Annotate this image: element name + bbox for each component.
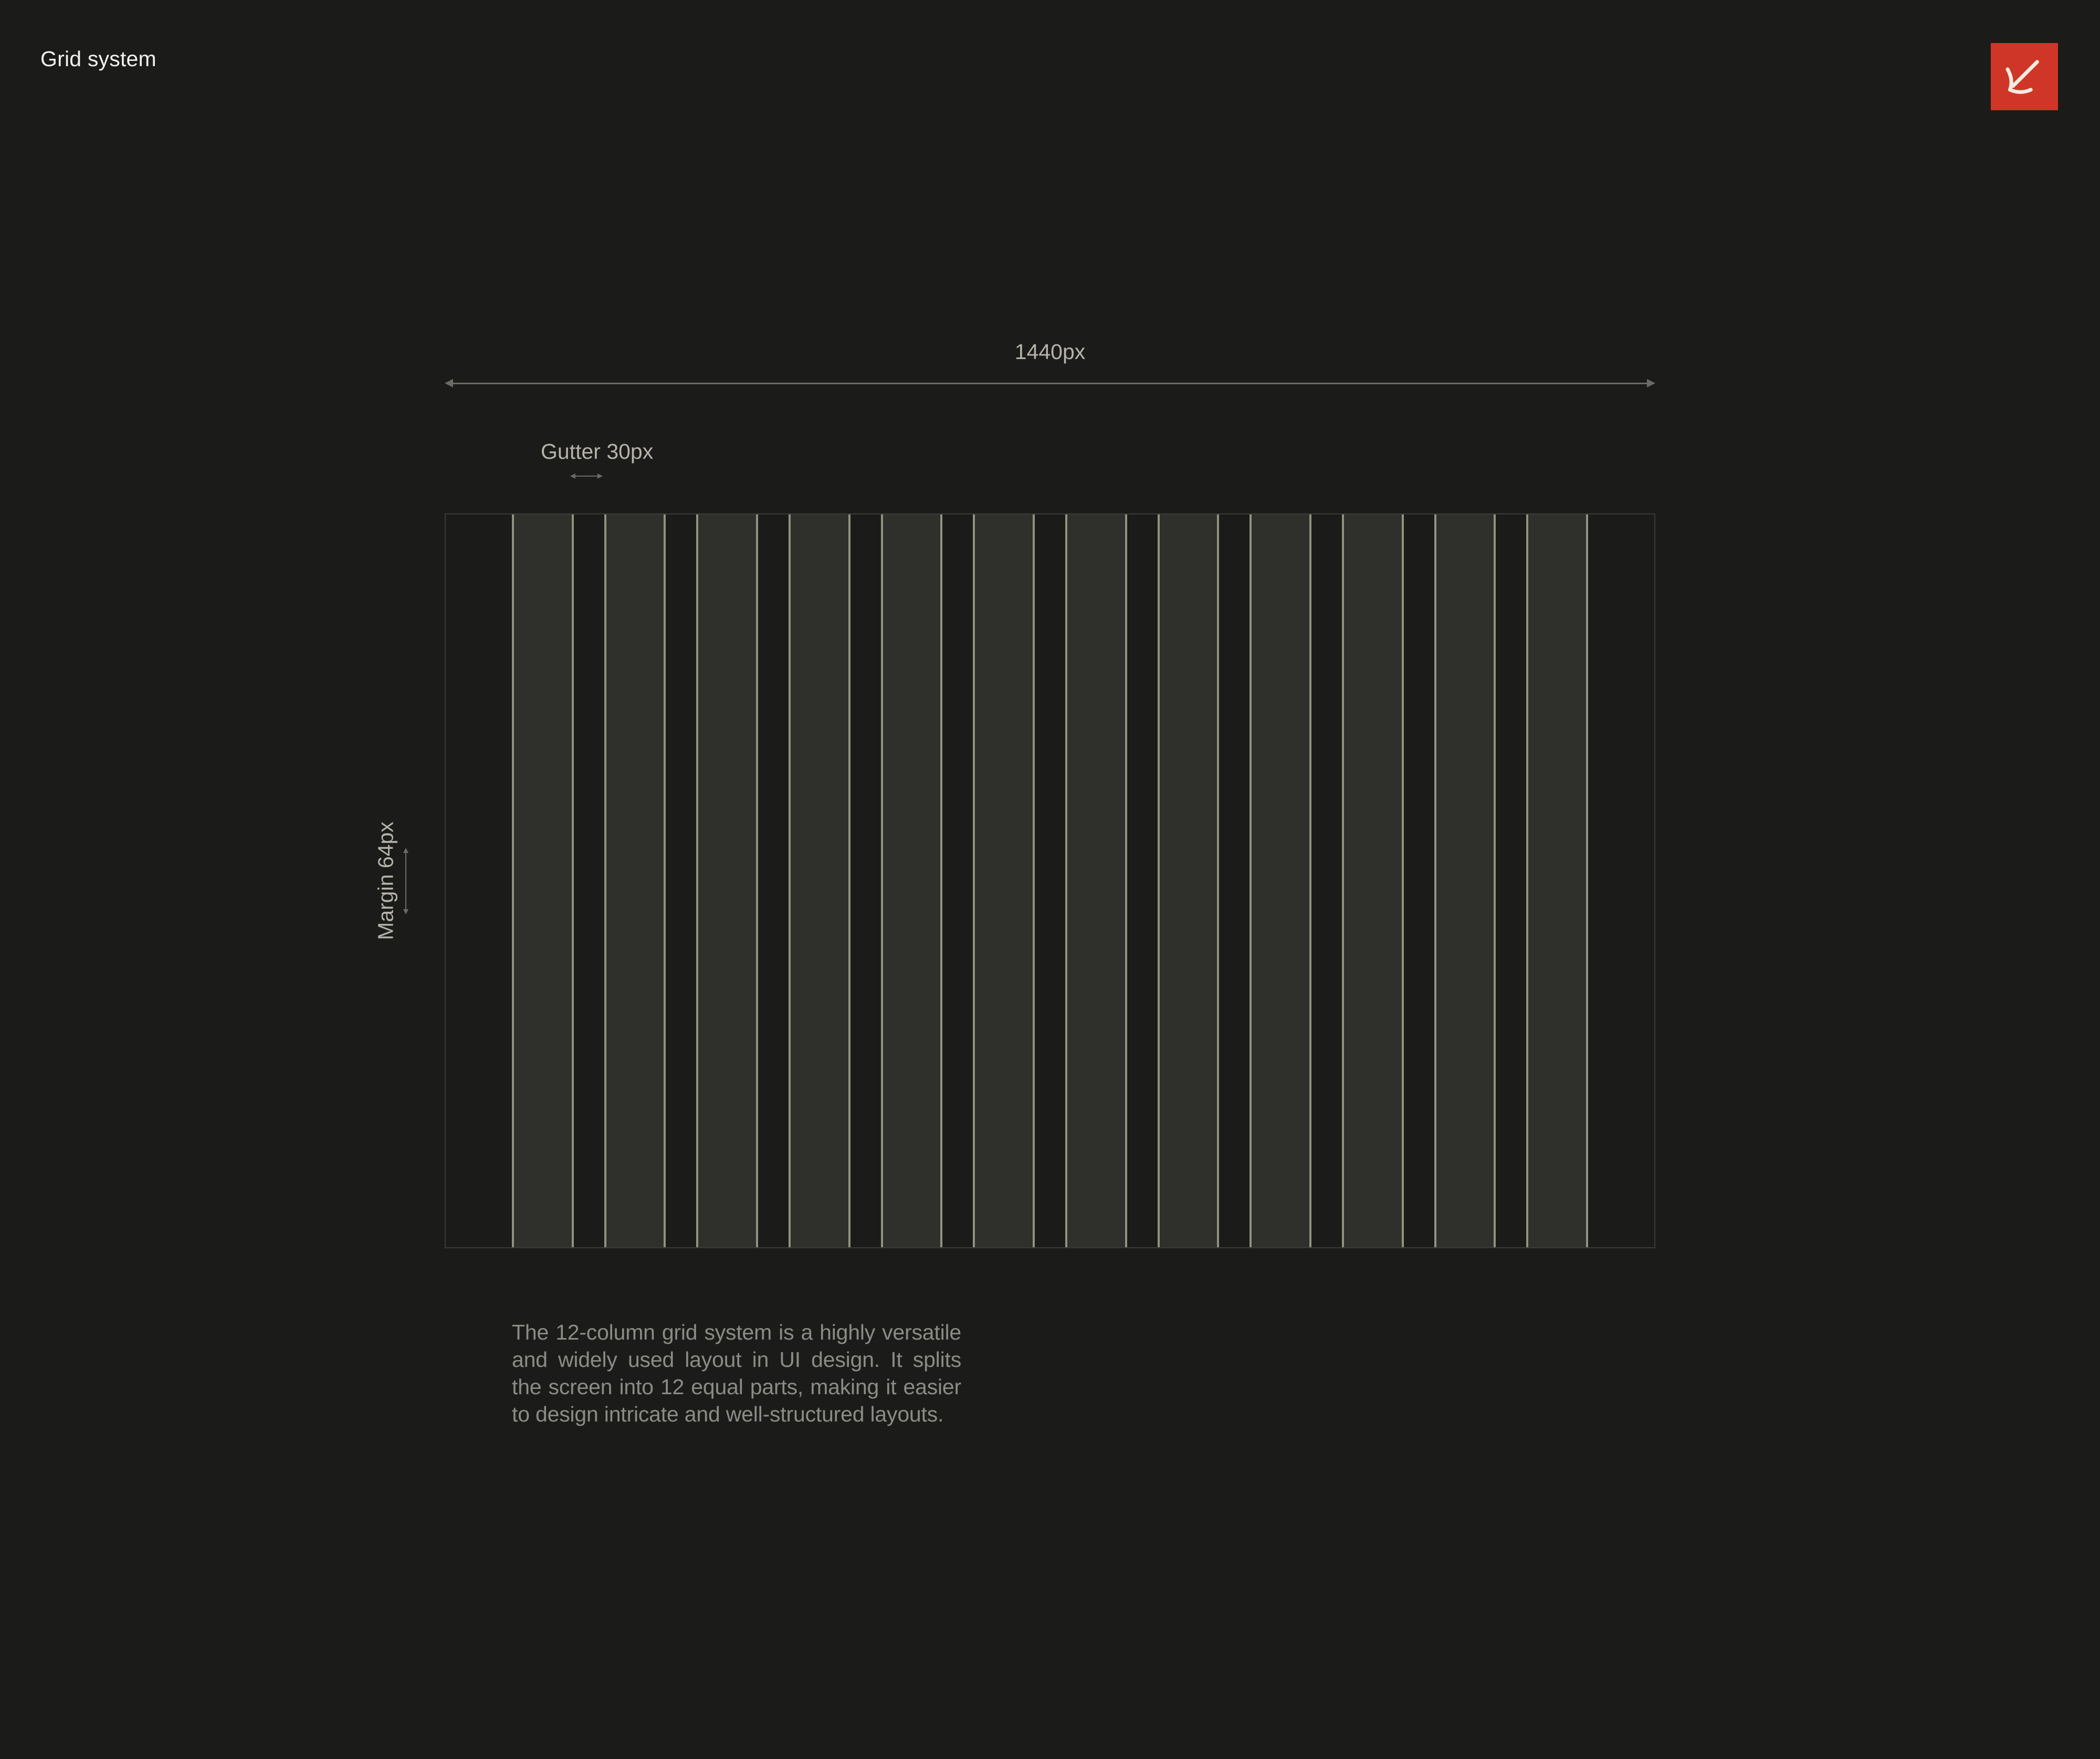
measure-line [450, 383, 1650, 384]
measure-line [573, 476, 600, 477]
description-line: and widely used layout in UI design. It splits [512, 1347, 961, 1372]
grid-column [789, 514, 850, 1247]
logo-badge-button[interactable] [1991, 43, 2058, 110]
arrow-down-left-icon [1991, 43, 2058, 110]
margin-measure-arrow [402, 848, 410, 914]
grid-column [1526, 514, 1588, 1247]
gutter-measure-arrow [570, 473, 603, 479]
grid-column [1065, 514, 1127, 1247]
grid-column [1342, 514, 1404, 1247]
grid-column [604, 514, 666, 1247]
grid-column [512, 514, 574, 1247]
page-title: Grid system [40, 47, 156, 71]
description-line: to design intricate and well-structured layouts. [512, 1402, 944, 1426]
grid-column [881, 514, 943, 1247]
width-dimension-label: 1440px [1014, 340, 1086, 364]
grid-column [973, 514, 1035, 1247]
gutter-dimension-label: Gutter 30px [541, 439, 654, 464]
grid-column [1434, 514, 1496, 1247]
arrow-down-icon [403, 909, 408, 914]
grid-column [1158, 514, 1220, 1247]
description-line: The 12-column grid system is a highly versatile [512, 1320, 961, 1344]
arrow-right-icon [597, 473, 603, 479]
grid-diagram [445, 513, 1655, 1248]
measure-line [405, 852, 406, 910]
description-line: the screen into 12 equal parts, making it easier [512, 1375, 961, 1399]
width-measure-arrow [445, 379, 1655, 387]
grid-column [1250, 514, 1311, 1247]
description-paragraph [512, 1319, 961, 1428]
arrow-right-icon [1647, 379, 1655, 387]
grid-column [696, 514, 758, 1247]
margin-dimension-label: Margin 64px [373, 821, 398, 940]
